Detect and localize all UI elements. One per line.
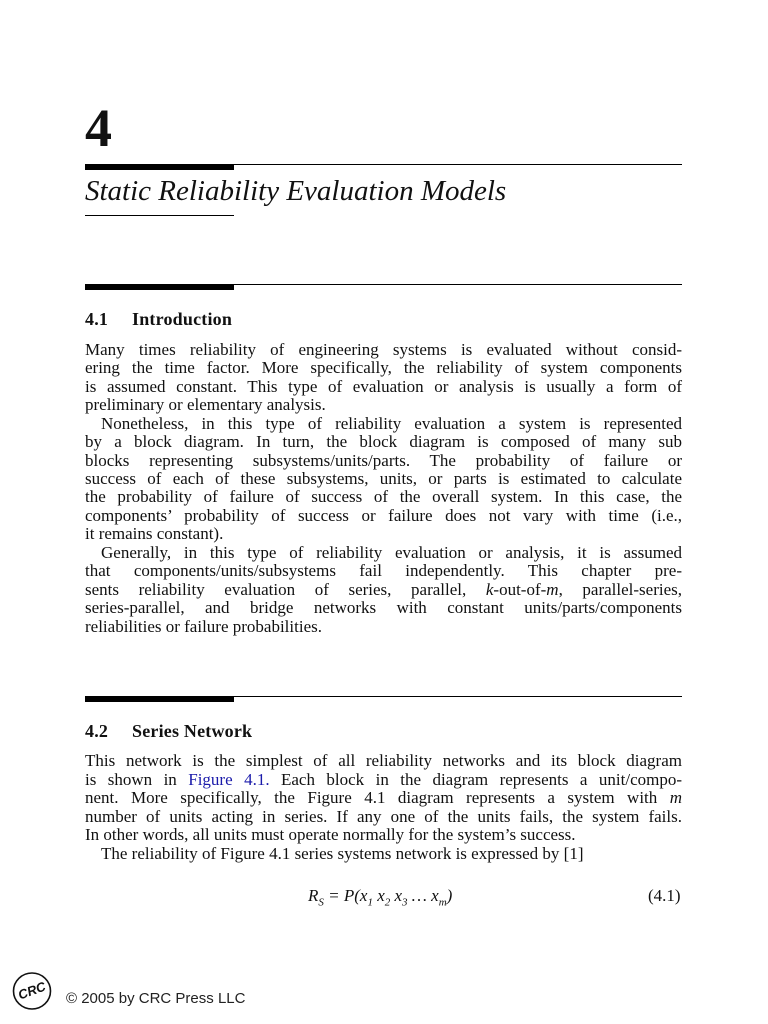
line-text: sents reliability evaluation of series, parallel, [85, 580, 486, 599]
paragraph-line: Many times reliability of engineering systems is evaluated without consid- [85, 340, 682, 359]
variable-m: m [669, 788, 682, 807]
section-number: 4.2 [85, 721, 109, 741]
variable-k: k [485, 580, 494, 599]
paragraph-line: This network is the simplest of all reliability networks and its block diagram [85, 751, 682, 770]
eq-body: … x [407, 886, 439, 905]
paragraph-line: blocks representing subsystems/units/parts. The probability of failure or [85, 451, 682, 470]
paragraph-line [85, 789, 682, 807]
line-text: Each block in the diagram represents a unit/compo- [269, 770, 682, 789]
paragraph-line: ering the time factor. More specifically, the reliability of system components [85, 358, 682, 377]
chapter-title-underline [85, 215, 234, 216]
eq-sub: m [438, 896, 447, 909]
eq-sub: 3 [402, 896, 408, 909]
section-title: Introduction [132, 309, 233, 329]
eq-body: = P(x [323, 886, 368, 905]
section-heading-introduction [85, 308, 232, 330]
chapter-rule-thick [85, 164, 234, 170]
paragraph-line: it remains constant). [85, 524, 224, 543]
line-text: , parallel-series, [558, 580, 682, 599]
paragraph-line: number of units acting in series. If any one of the units fails, the system fails. [85, 807, 682, 826]
figure-4-1-link[interactable]: Figure 4.1. [188, 770, 270, 789]
crc-logo-icon [12, 971, 52, 1011]
chapter-number: 4 [85, 98, 112, 158]
paragraph-line: components’ probability of success or failure does not vary with time (i.e., [85, 506, 682, 525]
section-rule-thin [234, 284, 682, 285]
equation-4-1 [308, 886, 452, 908]
paragraph-line: Generally, in this type of reliability evaluation or analysis, it is assumed [101, 543, 682, 562]
paragraph-line: series-parallel, and bridge networks with constant units/parts/components [85, 598, 682, 617]
crc-logo-text: CRC [16, 978, 48, 1003]
eq-body: ) [446, 886, 453, 905]
line-text: nent. More specifically, the Figure 4.1 diagram represents a system with [85, 788, 670, 807]
section-rule-thick [85, 696, 234, 702]
paragraph-line: In other words, all units must operate normally for the system’s success. [85, 825, 576, 844]
paragraph-line: reliabilities or failure probabilities. [85, 617, 322, 636]
paragraph-line: The reliability of Figure 4.1 series systems network is expressed by [1] [101, 844, 584, 863]
line-text: -out-of- [493, 580, 547, 599]
eq-lhs: R [308, 886, 319, 905]
eq-lhs-sub: S [318, 896, 324, 909]
section-heading-series-network [85, 720, 252, 742]
eq-body: x [390, 886, 403, 905]
paragraph-line [85, 771, 682, 789]
paragraph-line: is assumed constant. This type of evaluation or analysis is usually a form of [85, 377, 682, 396]
chapter-rule-thin [234, 164, 682, 165]
paragraph-line: Nonetheless, in this type of reliability evaluation a system is represented [101, 414, 682, 433]
eq-sub: 1 [367, 896, 373, 909]
eq-sub: 2 [384, 896, 391, 909]
equation-number: (4.1) [648, 886, 681, 905]
section-rule-thin [234, 696, 682, 697]
paragraph-line: the probability of failure of success of the overall system. In this case, the [85, 487, 682, 506]
line-text: is shown in [85, 770, 189, 789]
paragraph-line: by a block diagram. In turn, the block diagram is composed of many sub [85, 432, 682, 451]
variable-m: m [546, 580, 559, 599]
paragraph-line: preliminary or elementary analysis. [85, 395, 326, 414]
section-number: 4.1 [85, 309, 109, 329]
paragraph-line [85, 581, 682, 599]
paragraph-line: success of each of these subsystems, units, or parts is estimated to calculate [85, 469, 682, 488]
copyright-notice: © 2005 by CRC Press LLC [66, 990, 246, 1007]
chapter-title: Static Reliability Evaluation Models [85, 175, 507, 207]
eq-body: x [372, 886, 385, 905]
section-title: Series Network [132, 721, 253, 741]
section-rule-thick [85, 284, 234, 290]
paragraph-line: that components/units/subsystems fail independently. This chapter pre- [85, 561, 682, 580]
